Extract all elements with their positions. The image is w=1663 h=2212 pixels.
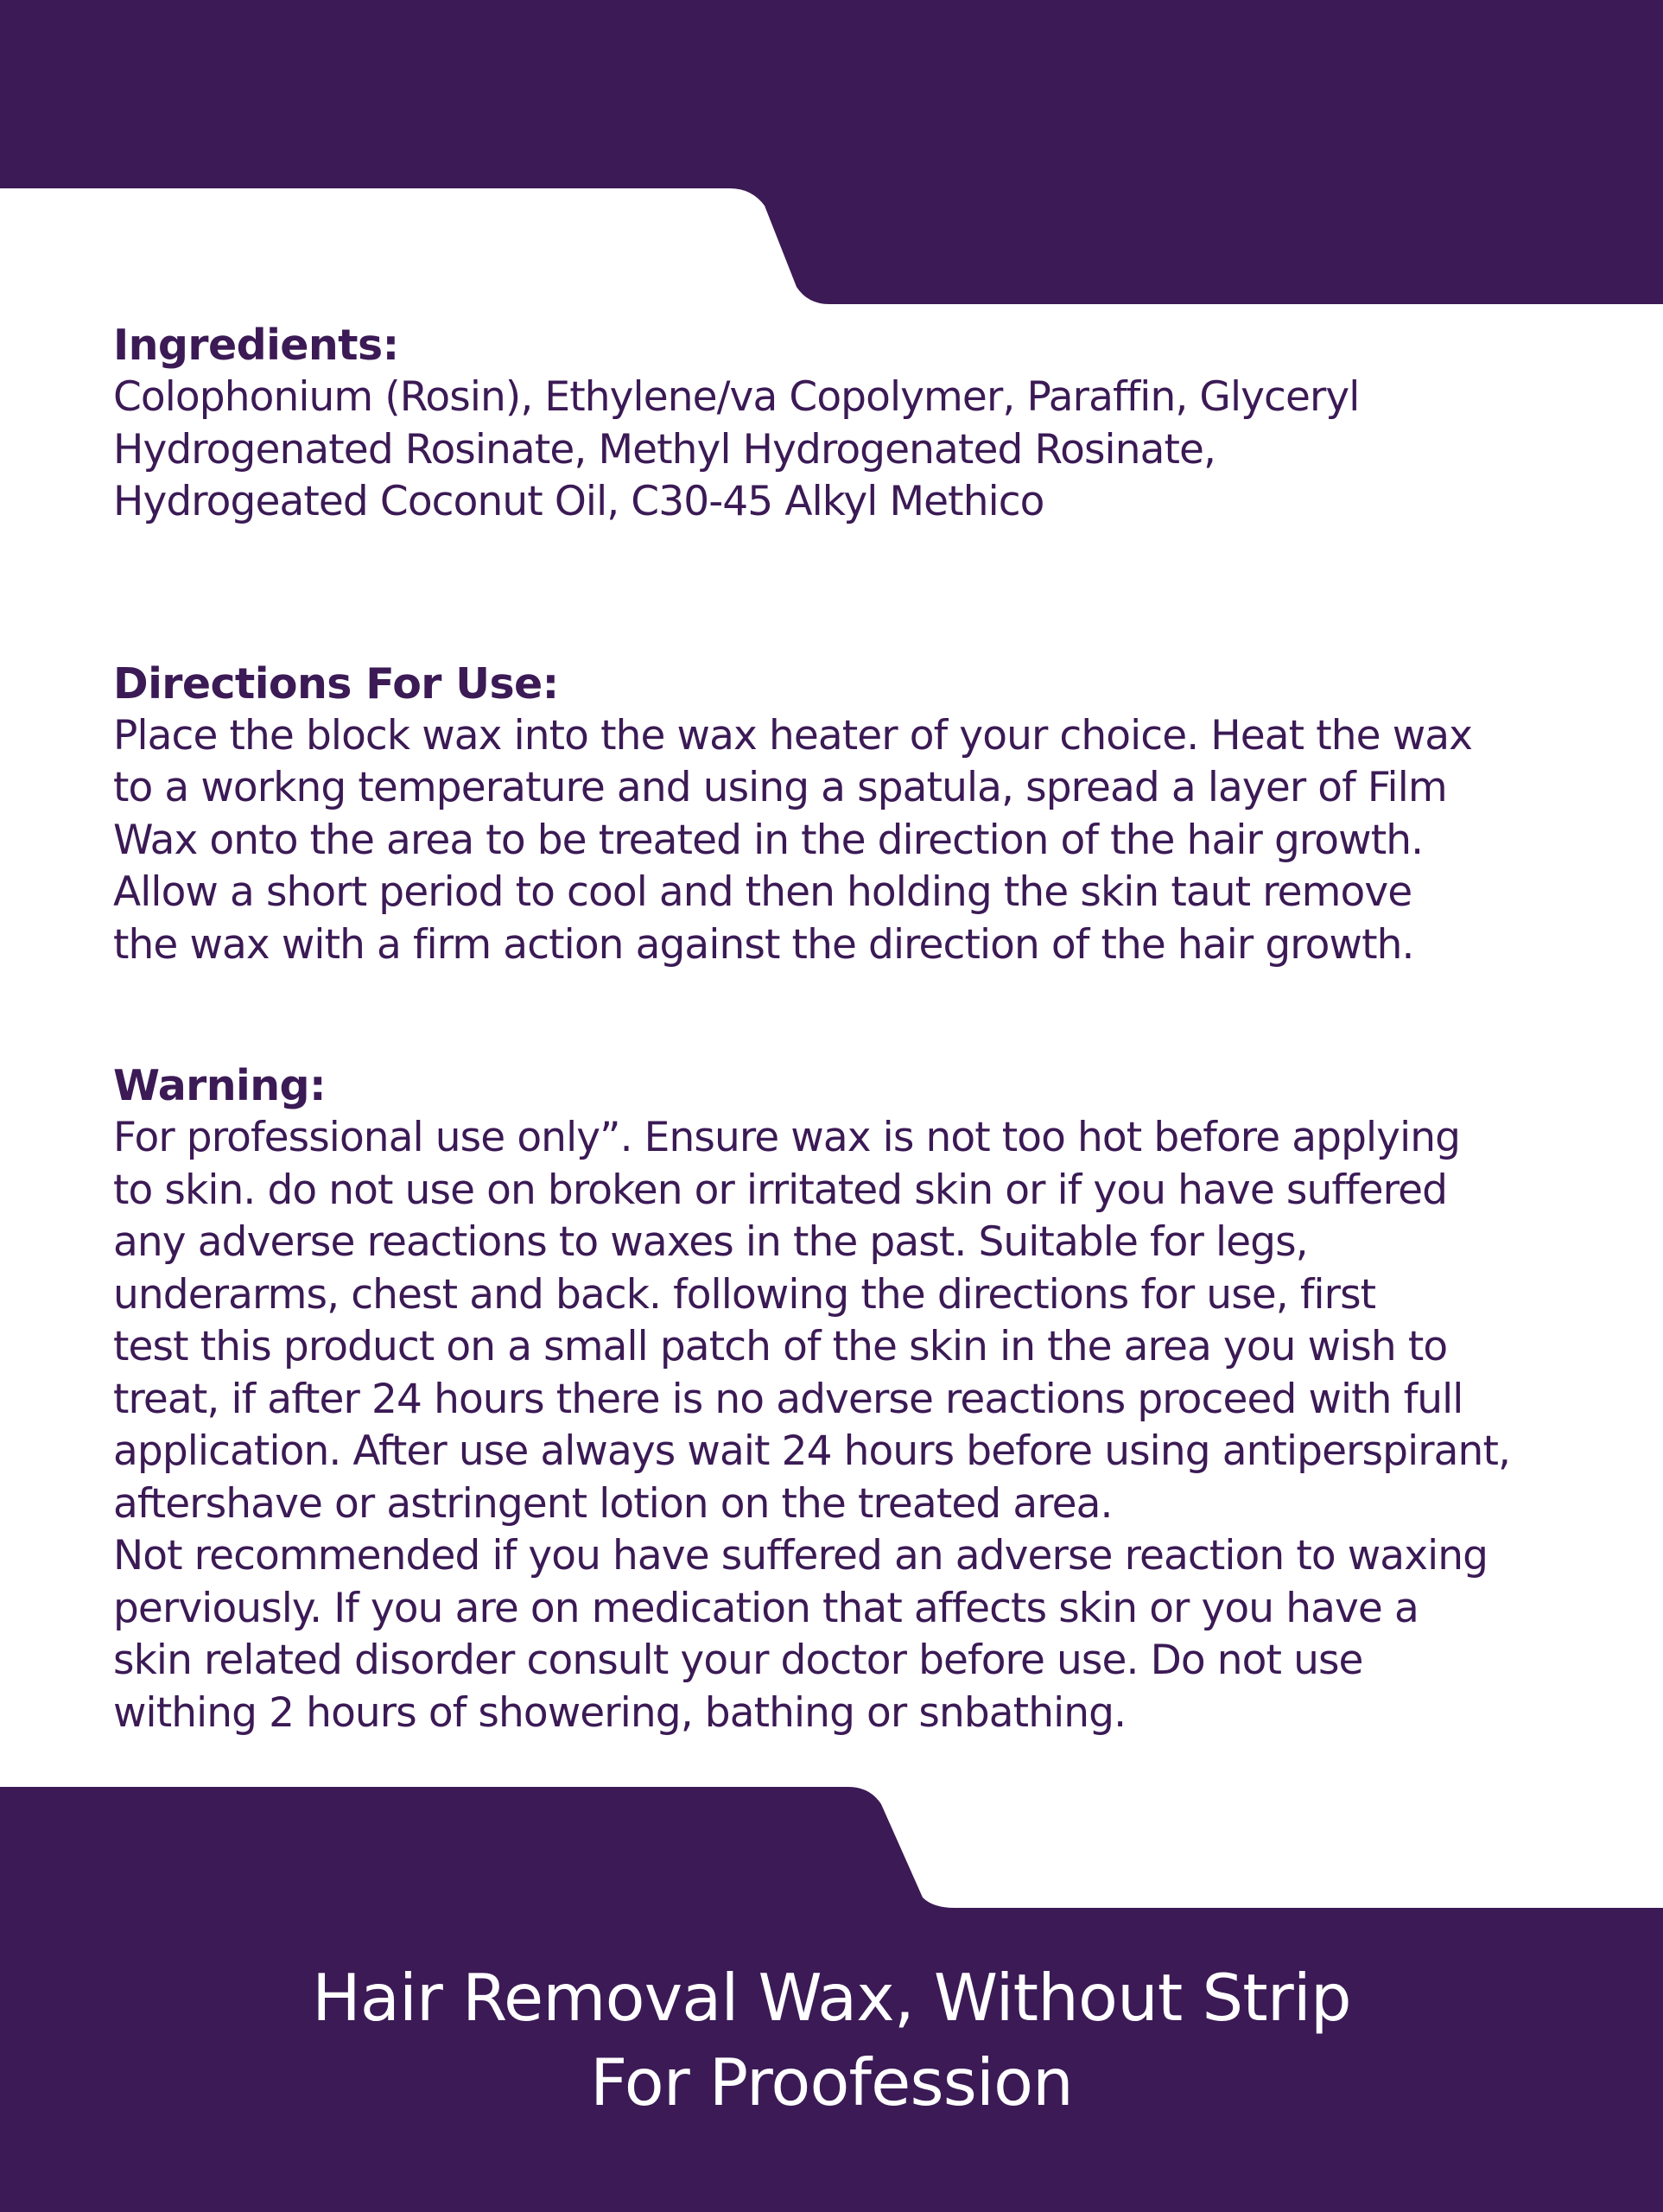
warning-line: any adverse reactions to waxes in the past. Suitable for legs,	[113, 1218, 1308, 1266]
warning-line: application. After use always wait 24 hours before using antiperspirant,	[113, 1427, 1511, 1475]
product-tagline	[0, 1955, 1663, 2125]
warning-line: skin related disorder consult your doctor before use. Do not use	[113, 1637, 1363, 1684]
ingredients-text	[113, 372, 1599, 529]
warning-line: For professional use only”. Ensure wax is not too hot before applying	[113, 1114, 1461, 1161]
directions-line: Wax onto the area to be treated in the direction of the hair growth.	[113, 816, 1424, 864]
tagline-line-1: Hair Removal Wax, Without Strip	[312, 1960, 1351, 2036]
warning-text	[113, 1112, 1599, 1739]
directions-line: to a workng temperature and using a spatula, spread a layer of Film	[113, 764, 1447, 811]
label-content	[113, 320, 1599, 1739]
ingredients-line: Hydrogenated Rosinate, Methyl Hydrogenated Rosinate,	[113, 425, 1216, 474]
directions-line: Place the block wax into the wax heater of your choice. Heat the wax	[113, 711, 1473, 760]
directions-line: Allow a short period to cool and then holding the skin taut remove	[113, 868, 1412, 916]
warning-line: test this product on a small patch of the skin in the area you wish to	[113, 1323, 1448, 1370]
warning-line: treat, if after 24 hours there is no adverse reactions proceed with full	[113, 1375, 1463, 1423]
warning-line: aftershave or astringent lotion on the treated area.	[113, 1479, 1113, 1528]
warning-line: withing 2 hours of showering, bathing or snbathing.	[113, 1688, 1127, 1737]
warning-section	[113, 1060, 1599, 1739]
warning-line: Not recommended if you have suffered an adverse reaction to waxing	[113, 1532, 1488, 1580]
ingredients-section	[113, 320, 1599, 529]
directions-section	[113, 658, 1599, 972]
directions-line: the wax with a firm action against the direction of the hair growth.	[113, 920, 1414, 969]
warning-line: underarms, chest and back. following the directions for use, first	[113, 1270, 1376, 1319]
tagline-line-2: For Proofession	[590, 2044, 1073, 2120]
directions-text	[113, 710, 1599, 972]
warning-heading: Warning:	[113, 1061, 326, 1110]
ingredients-line: Colophonium (Rosin), Ethylene/va Copolymer, Paraffin, Glyceryl	[113, 373, 1360, 421]
directions-heading: Directions For Use:	[113, 658, 559, 709]
ingredients-heading: Ingredients:	[113, 321, 399, 370]
top-decorative-band	[0, 0, 1663, 304]
warning-line: perviously. If you are on medication that affects skin or you have a	[113, 1584, 1419, 1632]
warning-line: to skin. do not use on broken or irritated skin or if you have suffered	[113, 1166, 1448, 1214]
ingredients-line: Hydrogeated Coconut Oil, C30-45 Alkyl Methico	[113, 478, 1044, 525]
